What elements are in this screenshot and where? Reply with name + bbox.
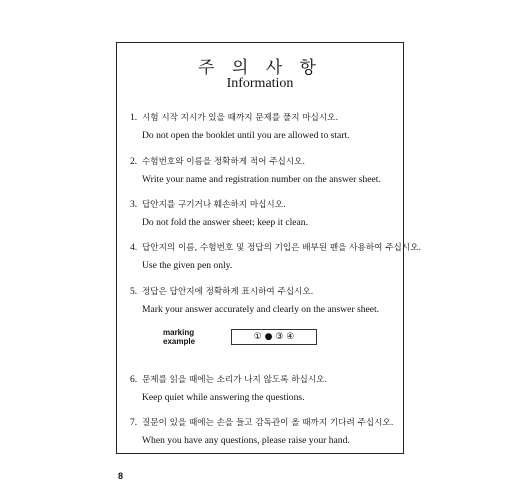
item-number: 6. [130, 374, 138, 385]
instruction-item-5 [130, 283, 397, 318]
item-english: Write your name and registration number on the answer sheet. [142, 174, 381, 185]
item-number: 3. [130, 199, 138, 210]
instruction-item-2 [130, 153, 397, 188]
instructions-box [116, 42, 422, 454]
item-number: 4. [130, 242, 138, 253]
marking-example-box [231, 329, 317, 345]
item-english: Use the given pen only. [142, 260, 233, 271]
item-english: Do not fold the answer sheet; keep it clean. [142, 217, 308, 228]
item-korean: 질문이 있을 때에는 손을 들고 감독관이 올 때까지 기다려 주십시오. [142, 418, 394, 428]
item-english: Do not open the booklet until you are allowed to start. [142, 130, 350, 141]
instruction-item-7 [130, 414, 397, 449]
marking-example [163, 329, 317, 345]
item-number: 7. [130, 417, 138, 428]
item-korean: 수험번호와 이름을 정확하게 적어 주십시오. [142, 157, 306, 167]
page-number: 8 [118, 471, 124, 481]
instruction-item-6 [130, 371, 397, 406]
item-korean: 시험 시작 지시가 있을 때까지 문제를 풀지 마십시오. [142, 113, 339, 123]
item-korean: 답안지의 이름, 수험번호 및 정답의 기입은 배부된 펜을 사용하여 주십시오. [142, 243, 422, 253]
item-number: 5. [130, 286, 138, 297]
instruction-item-3 [130, 196, 397, 231]
item-english: When you have any questions, please raise your hand. [142, 435, 350, 446]
item-number: 2. [130, 156, 138, 167]
marking-example-marks: ① ● ③ ④ [253, 332, 295, 342]
item-english: Keep quiet while answering the questions. [142, 392, 305, 403]
marking-example-label: marking example [163, 328, 196, 346]
item-korean: 문제를 읽을 때에는 소리가 나지 않도록 하십시오. [142, 375, 328, 385]
instruction-item-4 [130, 239, 422, 274]
title-english: Information [226, 76, 294, 91]
item-korean: 답안지를 구기거나 훼손하지 마십시오. [142, 200, 286, 210]
item-number: 1. [130, 112, 138, 123]
item-english: Mark your answer accurately and clearly on the answer sheet. [142, 304, 380, 315]
title-korean: 주 의 사 항 [198, 58, 322, 78]
instruction-item-1 [130, 109, 397, 144]
item-korean: 정답은 답안지에 정확하게 표시하여 주십시오. [142, 287, 314, 297]
